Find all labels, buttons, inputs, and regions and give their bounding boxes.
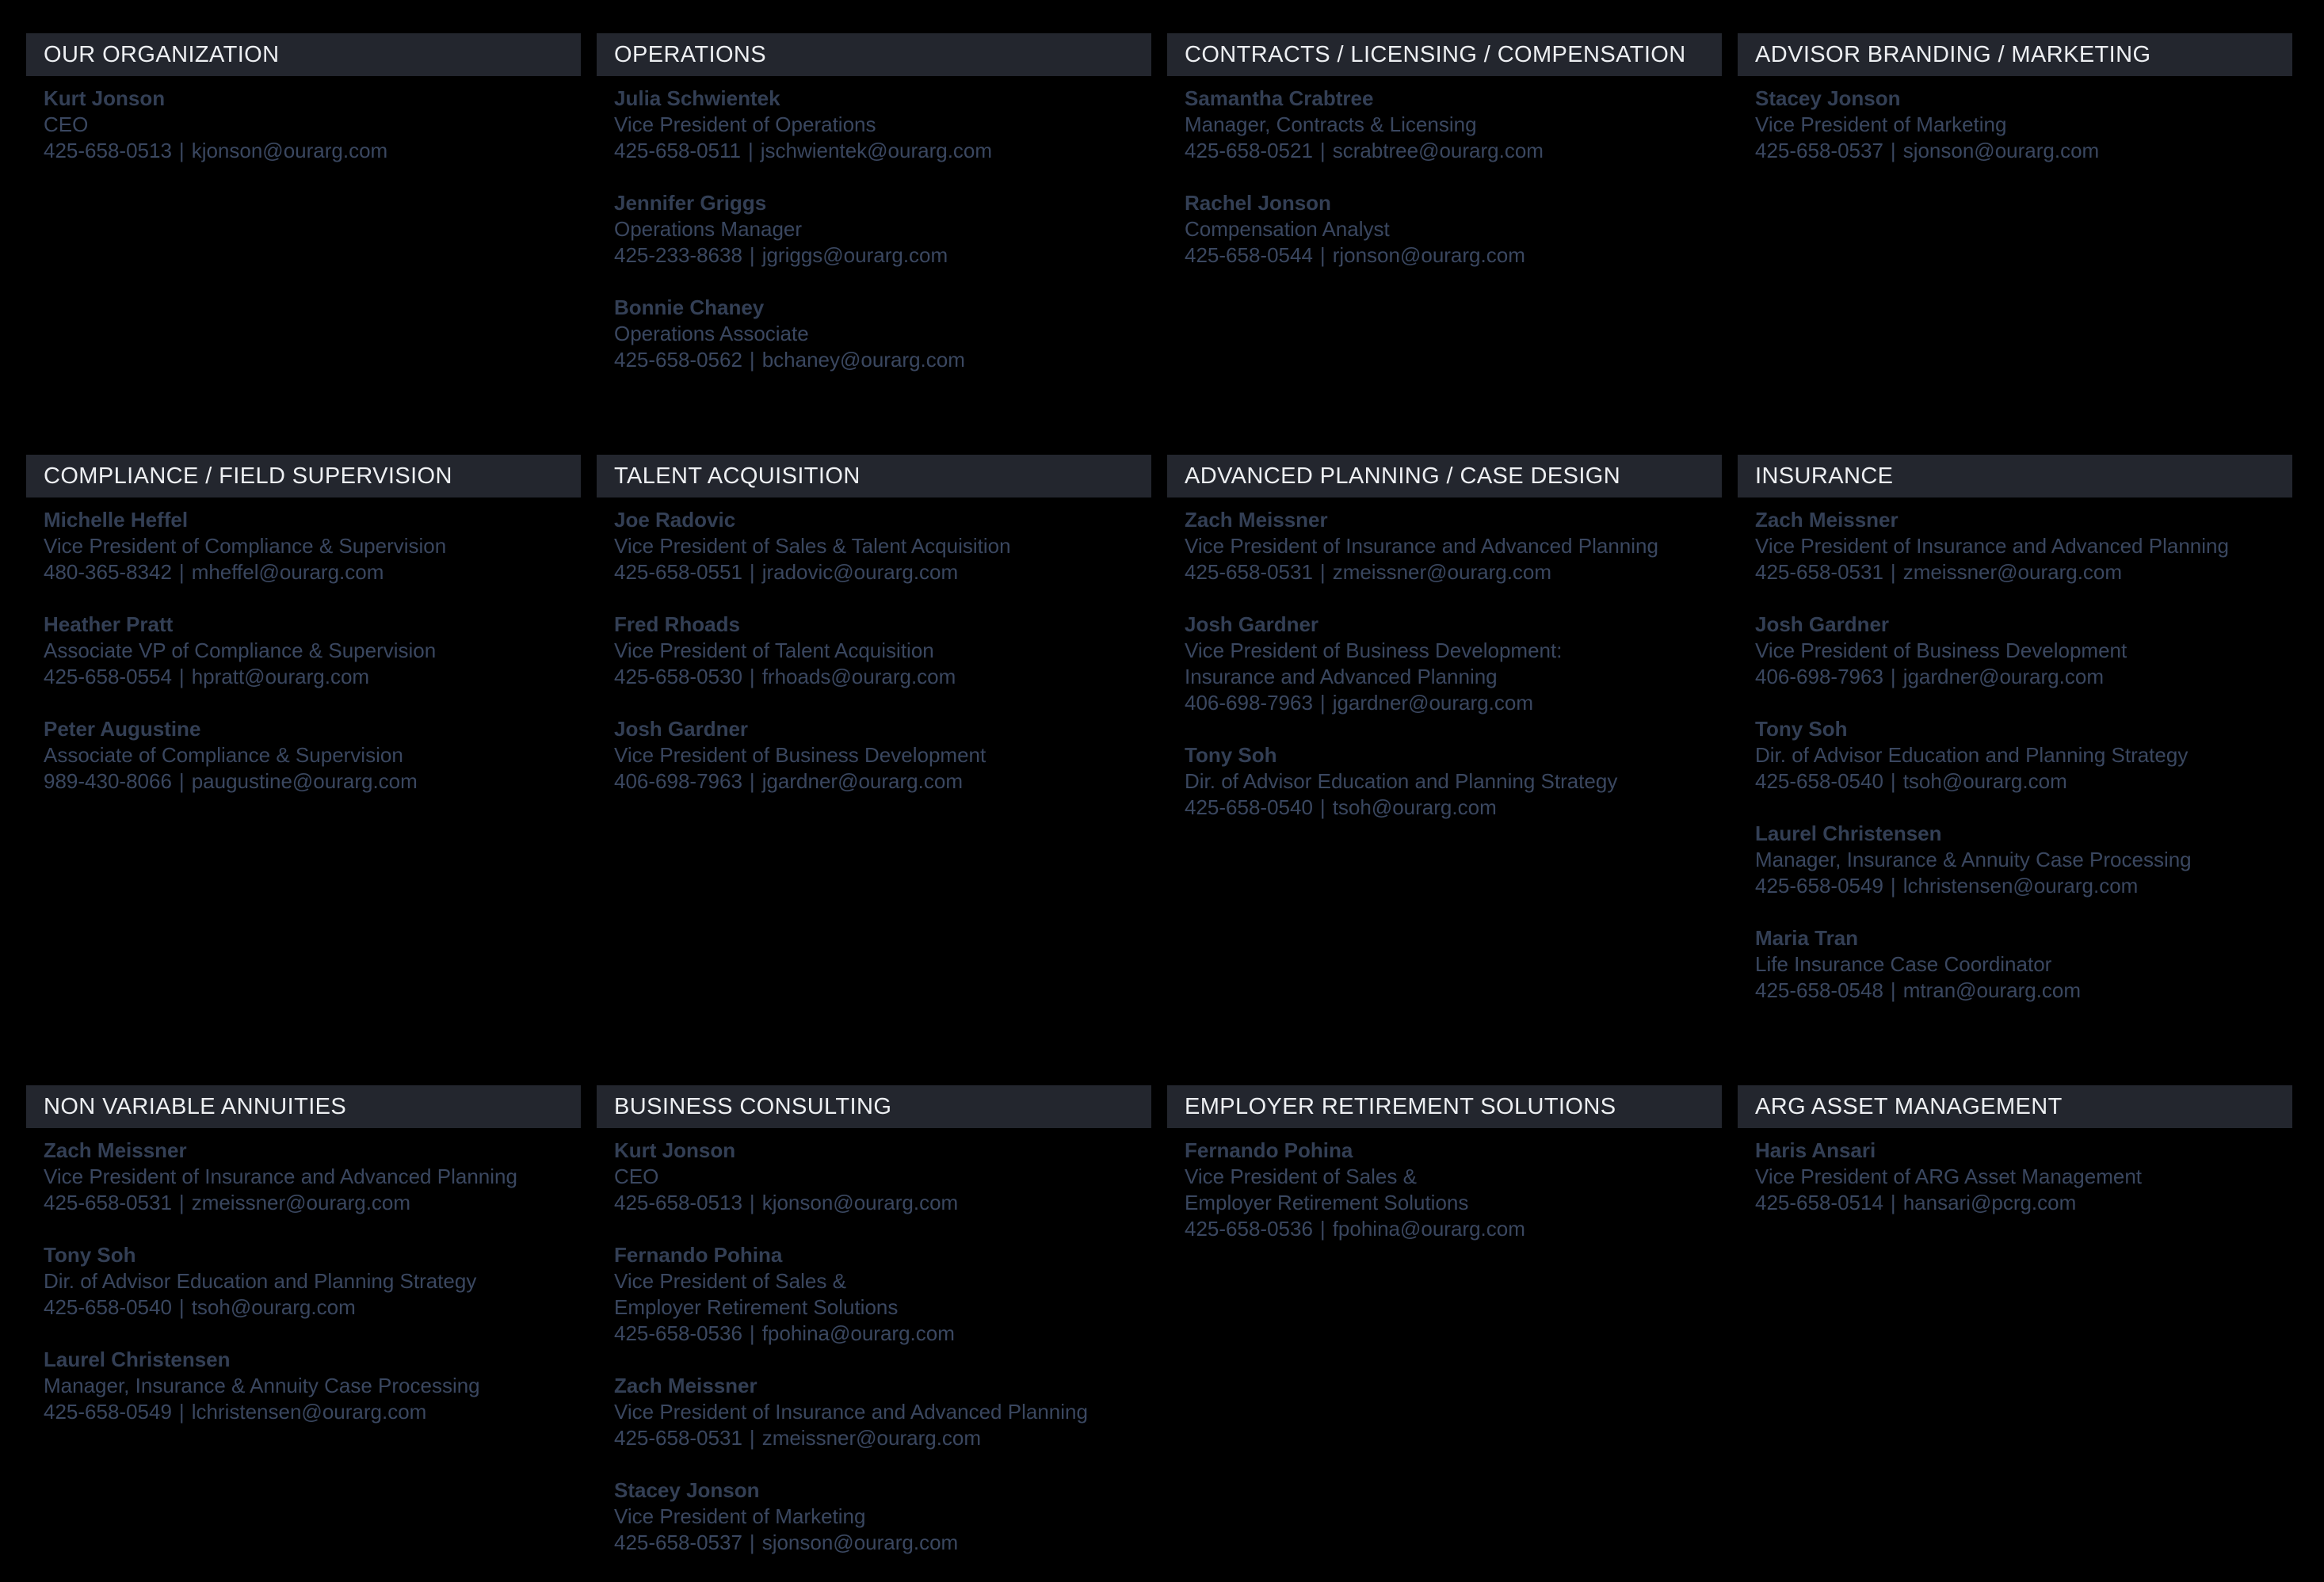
section-header	[1167, 33, 1722, 76]
contact-email: tsoh@ourarg.com	[1902, 769, 2067, 793]
contact-phone: 425-658-0554	[44, 665, 172, 688]
contact-title	[1755, 951, 2275, 978]
contact-title	[1185, 112, 1704, 138]
contact-card	[44, 1242, 563, 1321]
phone-email-separator: |	[749, 665, 755, 688]
contact-title	[614, 1164, 1134, 1190]
section-contacts	[597, 497, 1151, 795]
contact-title-line: Vice President of Marketing	[614, 1504, 866, 1528]
contact-card	[614, 1373, 1134, 1451]
phone-email-separator: |	[1319, 795, 1326, 819]
contact-phone-email	[614, 664, 1134, 690]
phone-email-separator: |	[749, 348, 755, 372]
contact-card	[1755, 86, 2275, 164]
contact-phone-email	[614, 768, 1134, 795]
contact-phone-email	[1185, 795, 1704, 821]
contact-title	[1185, 1164, 1704, 1216]
phone-email-separator: |	[178, 665, 185, 688]
contact-phone-email	[1755, 559, 2275, 585]
phone-email-separator: |	[1890, 139, 1896, 162]
contact-phone: 425-658-0536	[1185, 1217, 1313, 1241]
contact-email: jgriggs@ourarg.com	[761, 243, 948, 267]
contact-email: mtran@ourarg.com	[1902, 978, 2082, 1002]
contact-title	[44, 533, 563, 559]
directory-section	[26, 455, 581, 821]
contact-name: Samantha Crabtree	[1185, 86, 1374, 110]
phone-email-separator: |	[178, 139, 185, 162]
contact-card	[614, 1477, 1134, 1556]
directory-section	[1167, 1085, 1722, 1268]
contact-email: zmeissner@ourarg.com	[191, 1191, 411, 1214]
contact-name: Fernando Pohina	[614, 1243, 783, 1267]
directory-section	[1167, 33, 1722, 295]
directory-section	[1738, 455, 2292, 1030]
contact-title	[614, 638, 1134, 664]
contact-card	[44, 1138, 563, 1216]
contact-title	[614, 112, 1134, 138]
contact-name: Stacey Jonson	[614, 1478, 760, 1502]
contact-phone-email	[614, 347, 1134, 373]
section-header	[1167, 1085, 1722, 1128]
contact-phone-email	[1185, 1216, 1704, 1242]
section-header	[26, 33, 581, 76]
contact-phone: 425-658-0513	[44, 139, 172, 162]
contact-name: Tony Soh	[1755, 717, 1848, 741]
contact-phone: 425-658-0549	[44, 1400, 172, 1424]
contact-card	[1755, 925, 2275, 1004]
phone-email-separator: |	[1890, 978, 1896, 1002]
contact-name: Stacey Jonson	[1755, 86, 1901, 110]
contact-phone-email	[1185, 242, 1704, 269]
section-contacts	[597, 76, 1151, 373]
contact-title-line: Vice President of Business Development	[1755, 639, 2127, 662]
contact-title	[614, 1504, 1134, 1530]
contact-phone: 425-658-0551	[614, 560, 742, 584]
contact-email: zmeissner@ourarg.com	[1902, 560, 2123, 584]
section-title: INSURANCE	[1755, 463, 1894, 489]
section-header	[597, 455, 1151, 497]
contact-phone-email	[44, 1399, 563, 1425]
contact-phone: 425-658-0511	[614, 139, 741, 162]
contact-title	[614, 1268, 1134, 1321]
contact-name: Zach Meissner	[44, 1138, 187, 1162]
contact-phone-email	[1185, 138, 1704, 164]
contact-phone: 425-658-0540	[44, 1295, 172, 1319]
contact-title-line: Associate VP of Compliance & Supervision	[44, 639, 437, 662]
contact-title-line: Vice President of Marketing	[1755, 112, 2007, 136]
phone-email-separator: |	[748, 139, 754, 162]
contact-title	[1755, 638, 2275, 664]
contact-title-line: Operations Manager	[614, 217, 803, 241]
contact-phone-email	[1755, 664, 2275, 690]
contact-name: Heather Pratt	[44, 612, 174, 636]
contact-title	[614, 742, 1134, 768]
contact-title-line: Operations Associate	[614, 322, 809, 345]
contact-phone: 425-658-0549	[1755, 874, 1883, 898]
contact-card	[44, 86, 563, 164]
contact-card	[1185, 190, 1704, 269]
section-title: OPERATIONS	[614, 41, 766, 67]
contact-email: fpohina@ourarg.com	[761, 1321, 955, 1345]
contact-card	[614, 612, 1134, 690]
contact-title	[1755, 847, 2275, 873]
section-header	[1167, 455, 1722, 497]
contact-email: hpratt@ourarg.com	[191, 665, 370, 688]
contact-email: frhoads@ourarg.com	[761, 665, 956, 688]
contact-email: paugustine@ourarg.com	[191, 769, 418, 793]
contact-card	[614, 1242, 1134, 1347]
contact-phone-email	[614, 559, 1134, 585]
contact-title-line: Vice President of ARG Asset Management	[1755, 1165, 2143, 1188]
section-title: ADVANCED PLANNING / CASE DESIGN	[1185, 463, 1621, 489]
contact-title	[1755, 112, 2275, 138]
contact-title-line: Vice President of Compliance & Supervision	[44, 534, 447, 558]
contact-phone-email	[44, 559, 563, 585]
directory-section	[1738, 1085, 2292, 1242]
contact-name: Fernando Pohina	[1185, 1138, 1353, 1162]
contact-email: jgardner@ourarg.com	[1332, 691, 1533, 715]
contact-title	[1755, 1164, 2275, 1190]
contact-title	[1185, 533, 1704, 559]
contact-card	[44, 507, 563, 585]
contact-name: Laurel Christensen	[1755, 821, 1942, 845]
contact-name: Peter Augustine	[44, 717, 201, 741]
contact-title	[1185, 768, 1704, 795]
phone-email-separator: |	[178, 560, 185, 584]
contact-card	[1185, 612, 1704, 716]
contact-title	[44, 1164, 563, 1190]
contact-title-line: Vice President of Insurance and Advanced Planning	[1755, 534, 2229, 558]
contact-title	[1185, 638, 1704, 690]
contact-card	[1755, 716, 2275, 795]
directory-section	[597, 33, 1151, 399]
contact-phone: 425-658-0531	[1185, 560, 1313, 584]
contact-title-line: CEO	[614, 1165, 659, 1188]
directory-section	[1738, 33, 2292, 190]
section-header	[597, 33, 1151, 76]
phone-email-separator: |	[1890, 874, 1896, 898]
phone-email-separator: |	[1890, 560, 1896, 584]
section-contacts	[26, 497, 581, 795]
contact-card	[614, 190, 1134, 269]
contact-name: Zach Meissner	[1185, 508, 1328, 532]
section-title: NON VARIABLE ANNUITIES	[44, 1093, 347, 1119]
phone-email-separator: |	[749, 769, 755, 793]
contact-phone: 425-658-0544	[1185, 243, 1313, 267]
contact-phone: 425-658-0531	[1755, 560, 1883, 584]
contact-title-line: Manager, Insurance & Annuity Case Processing	[44, 1374, 480, 1397]
contact-title-line: CEO	[44, 112, 89, 136]
contact-card	[1185, 742, 1704, 821]
section-contacts	[1167, 1128, 1722, 1242]
section-header	[26, 1085, 581, 1128]
contact-title	[44, 638, 563, 664]
contact-phone-email	[614, 138, 1134, 164]
contact-card	[1755, 821, 2275, 899]
contact-title	[614, 321, 1134, 347]
directory-section	[26, 33, 581, 190]
contact-phone: 425-658-0537	[614, 1531, 742, 1554]
contact-phone-email	[614, 1530, 1134, 1556]
contact-name: Fred Rhoads	[614, 612, 740, 636]
contact-card	[44, 716, 563, 795]
phone-email-separator: |	[1319, 139, 1326, 162]
directory-section	[26, 1085, 581, 1451]
section-contacts	[26, 1128, 581, 1425]
contact-card	[44, 1347, 563, 1425]
contact-phone: 425-658-0530	[614, 665, 742, 688]
contact-title-line: Vice President of Sales & Talent Acquisition	[614, 534, 1011, 558]
contact-email: lchristensen@ourarg.com	[1902, 874, 2139, 898]
contact-title-line: Manager, Contracts & Licensing	[1185, 112, 1477, 136]
contact-name: Laurel Christensen	[44, 1348, 231, 1371]
contact-phone: 425-233-8638	[614, 243, 742, 267]
contact-name: Josh Gardner	[614, 717, 749, 741]
contact-name: Bonnie Chaney	[614, 295, 765, 319]
contact-phone: 425-658-0537	[1755, 139, 1883, 162]
contact-phone-email	[1755, 873, 2275, 899]
contact-card	[1185, 507, 1704, 585]
contact-email: zmeissner@ourarg.com	[1332, 560, 1552, 584]
contact-title-line: Vice President of Insurance and Advanced Planning	[1185, 534, 1658, 558]
contact-title-line: Vice President of Operations	[614, 112, 876, 136]
contact-email: hansari@pcrg.com	[1902, 1191, 2077, 1214]
contact-title-line: Vice President of Business Development:	[1185, 639, 1563, 662]
contact-email: kjonson@ourarg.com	[761, 1191, 959, 1214]
contact-phone-email	[1755, 1190, 2275, 1216]
contact-name: Kurt Jonson	[44, 86, 166, 110]
contact-phone-email	[1755, 768, 2275, 795]
contact-phone: 480-365-8342	[44, 560, 172, 584]
contact-phone-email	[1755, 978, 2275, 1004]
contact-email: zmeissner@ourarg.com	[761, 1426, 982, 1450]
contact-name: Tony Soh	[1185, 743, 1277, 767]
contact-email: tsoh@ourarg.com	[191, 1295, 356, 1319]
section-title: BUSINESS CONSULTING	[614, 1093, 892, 1119]
contact-card	[44, 612, 563, 690]
contact-email: jgardner@ourarg.com	[1902, 665, 2104, 688]
contact-title-line: Vice President of Insurance and Advanced Planning	[614, 1400, 1088, 1424]
contact-email: bchaney@ourarg.com	[761, 348, 965, 372]
phone-email-separator: |	[749, 1531, 755, 1554]
phone-email-separator: |	[1319, 691, 1326, 715]
section-header	[1738, 1085, 2292, 1128]
contact-phone: 425-658-0548	[1755, 978, 1883, 1002]
contact-phone-email	[1185, 690, 1704, 716]
phone-email-separator: |	[1319, 560, 1326, 584]
contact-title	[1755, 742, 2275, 768]
contact-title	[1185, 216, 1704, 242]
contact-phone-email	[44, 664, 563, 690]
contact-title	[44, 1268, 563, 1294]
contact-title-line: Vice President of Sales &	[1185, 1165, 1417, 1188]
contact-card	[1755, 1138, 2275, 1216]
directory-section	[597, 455, 1151, 821]
phone-email-separator: |	[1890, 665, 1896, 688]
section-header	[26, 455, 581, 497]
contact-phone-email	[1185, 559, 1704, 585]
contact-title-line: Employer Retirement Solutions	[614, 1295, 899, 1319]
contact-card	[1185, 1138, 1704, 1242]
contact-email: tsoh@ourarg.com	[1332, 795, 1497, 819]
phone-email-separator: |	[1890, 1191, 1896, 1214]
section-title: COMPLIANCE / FIELD SUPERVISION	[44, 463, 452, 489]
section-contacts	[1738, 497, 2292, 1004]
contact-title-line: Vice President of Insurance and Advanced Planning	[44, 1165, 517, 1188]
contact-title-line: Dir. of Advisor Education and Planning Strategy	[44, 1269, 477, 1293]
contact-title-line: Vice President of Sales &	[614, 1269, 846, 1293]
contact-name: Zach Meissner	[614, 1374, 757, 1397]
phone-email-separator: |	[749, 1321, 755, 1345]
contact-phone-email	[44, 768, 563, 795]
section-contacts	[597, 1128, 1151, 1556]
contact-phone: 425-658-0540	[1755, 769, 1883, 793]
contact-phone: 425-658-0521	[1185, 139, 1313, 162]
contact-phone-email	[614, 1190, 1134, 1216]
contact-phone: 425-658-0540	[1185, 795, 1313, 819]
contact-card	[1185, 86, 1704, 164]
contact-name: Maria Tran	[1755, 926, 1859, 950]
phone-email-separator: |	[178, 1295, 185, 1319]
contact-name: Josh Gardner	[1755, 612, 1890, 636]
section-title: ARG ASSET MANAGEMENT	[1755, 1093, 2063, 1119]
section-title: EMPLOYER RETIREMENT SOLUTIONS	[1185, 1093, 1616, 1119]
contact-email: mheffel@ourarg.com	[191, 560, 384, 584]
contact-title	[614, 1399, 1134, 1425]
contact-title	[614, 533, 1134, 559]
contact-card	[614, 716, 1134, 795]
contact-email: jgardner@ourarg.com	[761, 769, 963, 793]
contact-email: sjonson@ourarg.com	[1902, 139, 2100, 162]
contact-card	[614, 1138, 1134, 1216]
contact-phone: 425-658-0531	[44, 1191, 172, 1214]
contact-title-line: Insurance and Advanced Planning	[1185, 665, 1498, 688]
contact-name: Rachel Jonson	[1185, 191, 1331, 215]
phone-email-separator: |	[749, 560, 755, 584]
phone-email-separator: |	[178, 1400, 185, 1424]
contact-phone: 406-698-7963	[1185, 691, 1313, 715]
section-title: TALENT ACQUISITION	[614, 463, 861, 489]
contact-phone: 406-698-7963	[614, 769, 742, 793]
contact-name: Kurt Jonson	[614, 1138, 736, 1162]
contact-title-line: Associate of Compliance & Supervision	[44, 743, 403, 767]
phone-email-separator: |	[749, 243, 755, 267]
section-header	[1738, 33, 2292, 76]
contact-title-line: Vice President of Talent Acquisition	[614, 639, 934, 662]
contact-title	[44, 1373, 563, 1399]
contact-card	[1755, 612, 2275, 690]
contact-title-line: Life Insurance Case Coordinator	[1755, 952, 2052, 976]
directory-section	[597, 1085, 1151, 1582]
directory-section	[1167, 455, 1722, 847]
section-contacts	[1738, 1128, 2292, 1216]
phone-email-separator: |	[178, 769, 185, 793]
contact-name: Haris Ansari	[1755, 1138, 1876, 1162]
phone-email-separator: |	[1890, 769, 1896, 793]
contact-phone-email	[44, 138, 563, 164]
contact-name: Julia Schwientek	[614, 86, 780, 110]
contact-email: lchristensen@ourarg.com	[191, 1400, 427, 1424]
contact-email: kjonson@ourarg.com	[191, 139, 388, 162]
contact-phone: 425-658-0536	[614, 1321, 742, 1345]
contact-email: scrabtree@ourarg.com	[1332, 139, 1544, 162]
contact-name: Josh Gardner	[1185, 612, 1319, 636]
contact-title-line: Dir. of Advisor Education and Planning Strategy	[1755, 743, 2189, 767]
contact-name: Zach Meissner	[1755, 508, 1899, 532]
section-title: OUR ORGANIZATION	[44, 41, 280, 67]
section-contacts	[26, 76, 581, 164]
phone-email-separator: |	[1319, 243, 1326, 267]
contact-email: fpohina@ourarg.com	[1332, 1217, 1525, 1241]
contact-title-line: Compensation Analyst	[1185, 217, 1390, 241]
section-contacts	[1738, 76, 2292, 164]
section-title: ADVISOR BRANDING / MARKETING	[1755, 41, 2151, 67]
contact-title	[1755, 533, 2275, 559]
contact-phone-email	[614, 242, 1134, 269]
contact-title	[44, 112, 563, 138]
contact-phone-email	[44, 1190, 563, 1216]
contact-phone: 425-658-0531	[614, 1426, 742, 1450]
contact-phone-email	[44, 1294, 563, 1321]
contact-title-line: Employer Retirement Solutions	[1185, 1191, 1469, 1214]
contact-phone: 425-658-0562	[614, 348, 742, 372]
contact-card	[614, 295, 1134, 373]
phone-email-separator: |	[749, 1191, 755, 1214]
contact-phone: 406-698-7963	[1755, 665, 1883, 688]
contact-card	[1755, 507, 2275, 585]
contact-title-line: Manager, Insurance & Annuity Case Processing	[1755, 848, 2192, 871]
contact-email: rjonson@ourarg.com	[1332, 243, 1525, 267]
phone-email-separator: |	[178, 1191, 185, 1214]
contact-title-line: Vice President of Business Development	[614, 743, 986, 767]
contact-title	[44, 742, 563, 768]
contact-email: jschwientek@ourarg.com	[760, 139, 993, 162]
contact-email: jradovic@ourarg.com	[761, 560, 959, 584]
contact-phone-email	[1755, 138, 2275, 164]
section-title: CONTRACTS / LICENSING / COMPENSATION	[1185, 41, 1686, 67]
contact-title	[614, 216, 1134, 242]
section-contacts	[1167, 76, 1722, 269]
section-contacts	[1167, 497, 1722, 821]
contact-name: Jennifer Griggs	[614, 191, 767, 215]
contact-name: Tony Soh	[44, 1243, 136, 1267]
contact-phone: 425-658-0514	[1755, 1191, 1883, 1214]
phone-email-separator: |	[749, 1426, 755, 1450]
contact-phone-email	[614, 1425, 1134, 1451]
contact-name: Joe Radovic	[614, 508, 736, 532]
contact-name: Michelle Heffel	[44, 508, 189, 532]
contact-title-line: Dir. of Advisor Education and Planning Strategy	[1185, 769, 1618, 793]
contact-phone: 425-658-0513	[614, 1191, 742, 1214]
contact-email: sjonson@ourarg.com	[761, 1531, 959, 1554]
section-header	[597, 1085, 1151, 1128]
contact-phone: 989-430-8066	[44, 769, 172, 793]
contact-card	[614, 507, 1134, 585]
contact-card	[614, 86, 1134, 164]
contact-phone-email	[614, 1321, 1134, 1347]
phone-email-separator: |	[1319, 1217, 1326, 1241]
section-header	[1738, 455, 2292, 497]
